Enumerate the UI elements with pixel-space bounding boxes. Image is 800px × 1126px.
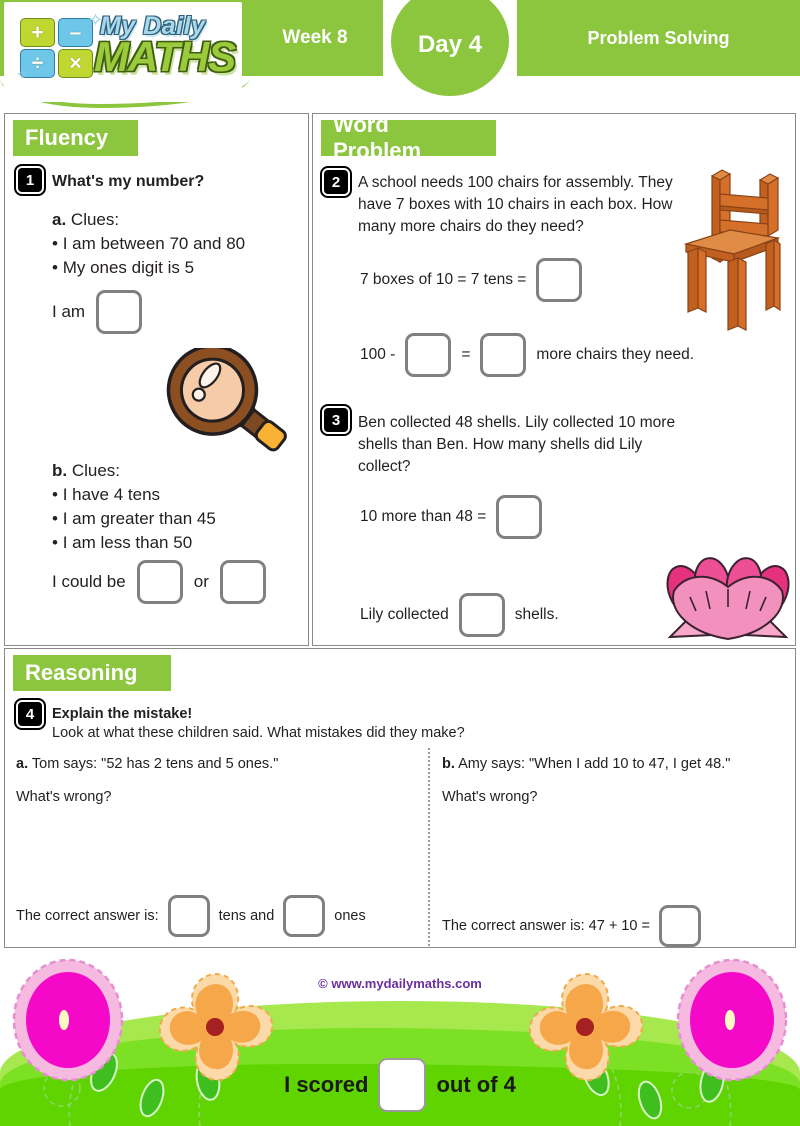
q2-line2-equals: = (461, 345, 471, 363)
divide-icon: ÷ (20, 49, 55, 78)
q1-title: What's my number? (52, 173, 205, 190)
q4a-answer-row (16, 895, 366, 937)
answer-box-q4a-ones[interactable] (283, 895, 325, 937)
chair-illustration (672, 166, 790, 331)
q4a-label: a. (16, 756, 29, 772)
q4a-prompt: What's wrong? (16, 789, 112, 805)
score-suffix: out of 4 (436, 1072, 516, 1097)
q1a-clues (52, 208, 297, 280)
answer-box-q3-total[interactable] (459, 593, 505, 637)
section-tab-fluency: Fluency (13, 120, 138, 156)
website-link[interactable]: www.mydailymaths.com (331, 976, 482, 991)
answer-box-q4b-sum[interactable] (659, 905, 701, 947)
reasoning-column-divider (428, 748, 430, 946)
q1b-clue-item: • I am less than 50 (52, 533, 193, 553)
q3-text: Ben collected 48 shells. Lily collected 10 more shells than Ben. How many shells did Lily collect? (358, 414, 676, 476)
answer-box-q4a-tens[interactable] (168, 895, 210, 937)
q2-line2-prefix: 100 - (360, 345, 396, 363)
question-number-2: 2 (322, 168, 350, 196)
day-badge (391, 0, 509, 96)
q3-line2-prefix: Lily collected (360, 605, 449, 623)
q1b-clue-item: • I have 4 tens (52, 485, 161, 505)
logo-title-line1: My Daily (100, 12, 206, 40)
q1b-heading: Clues: (71, 461, 121, 480)
score-row (0, 1058, 800, 1112)
q4b-label: b. (442, 756, 455, 772)
q4a-end-label: ones (334, 907, 366, 924)
answer-box-q2-subtrahend[interactable] (405, 333, 451, 377)
q1b-label: b. (52, 461, 68, 480)
question-number-3: 3 (322, 406, 350, 434)
q1a-clue-item: • I am between 70 and 80 (52, 234, 246, 254)
copyright-line (0, 976, 800, 991)
q4-subtitle: Look at what these children said. What mistakes did they make? (52, 725, 465, 741)
q3-line2 (360, 593, 559, 637)
topic-label: Problem Solving (587, 27, 730, 48)
seashell-illustration (660, 557, 796, 642)
q4b-claim-text: Amy says: "When I add 10 to 47, I get 48." (458, 756, 731, 772)
q1b-answer-row (52, 560, 266, 604)
copyright-icon: © (318, 976, 328, 991)
q4a-claim-text: Tom says: "52 has 2 tens and 5 ones." (31, 756, 279, 772)
logo (4, 2, 242, 102)
answer-box-q3-sum[interactable] (496, 495, 542, 539)
q2-line2 (360, 333, 694, 377)
section-tab-word-problem: Word Problem (321, 120, 496, 156)
page-footer (0, 950, 800, 1126)
q4b-claim (442, 755, 792, 774)
q3-line2-suffix: shells. (514, 605, 559, 623)
q4b-prompt: What's wrong? (442, 789, 538, 805)
magnifying-glass-icon (152, 348, 302, 460)
answer-box-q1a[interactable] (96, 290, 142, 334)
day-label: Day 4 (417, 31, 483, 58)
plus-icon: + (20, 18, 55, 47)
q2-line1-prefix: 7 boxes of 10 = 7 tens = (360, 270, 527, 288)
section-tab-reasoning: Reasoning (13, 655, 171, 691)
q1b-clue-item: • I am greater than 45 (52, 509, 216, 529)
q2-text: A school needs 100 chairs for assembly. They have 7 boxes with 10 chairs in each box. How many more chairs do they need? (358, 174, 673, 236)
q1a-clue-item: • My ones digit is 5 (52, 258, 195, 278)
multiply-icon: × (58, 49, 93, 78)
score-prefix: I scored (284, 1072, 369, 1097)
q3-line1-prefix: 10 more than 48 = (360, 507, 487, 525)
week-label: Week 8 (282, 27, 348, 48)
q1a-heading: Clues: (70, 210, 120, 229)
sparkle-icon: ✧ (88, 10, 104, 30)
q4a-claim (16, 755, 416, 774)
q3-line1 (360, 495, 542, 539)
q1a-answer-prefix: I am (52, 301, 86, 321)
logo-operator-grid (20, 18, 96, 78)
q2-line1 (360, 258, 582, 302)
logo-title-line2: MATHS (94, 33, 236, 80)
q4a-mid-label: tens and (218, 907, 275, 924)
q2-line2-suffix: more chairs they need. (536, 345, 695, 363)
q1b-answer-prefix: I could be (52, 571, 126, 591)
minus-icon: – (58, 18, 93, 47)
question-number-4: 4 (16, 700, 44, 728)
q4b-answer-row (442, 905, 701, 947)
q1b-clues (52, 459, 297, 556)
q4a-answer-prefix: The correct answer is: (16, 907, 159, 924)
answer-box-q1b-first[interactable] (137, 560, 183, 604)
q1a-answer-row (52, 290, 142, 334)
answer-box-q2-result[interactable] (480, 333, 526, 377)
q4-title: Explain the mistake! (52, 706, 193, 722)
question-number-1: 1 (16, 166, 44, 194)
sparkle-icon: ✧ (16, 66, 28, 82)
q1a-label: a. (52, 210, 67, 229)
answer-box-score[interactable] (378, 1058, 426, 1112)
q4b-answer-prefix: The correct answer is: 47 + 10 = (442, 917, 650, 934)
page-header (0, 0, 800, 92)
q1b-answer-joiner: or (193, 571, 209, 591)
answer-box-q2-tens[interactable] (536, 258, 582, 302)
answer-box-q1b-second[interactable] (220, 560, 266, 604)
